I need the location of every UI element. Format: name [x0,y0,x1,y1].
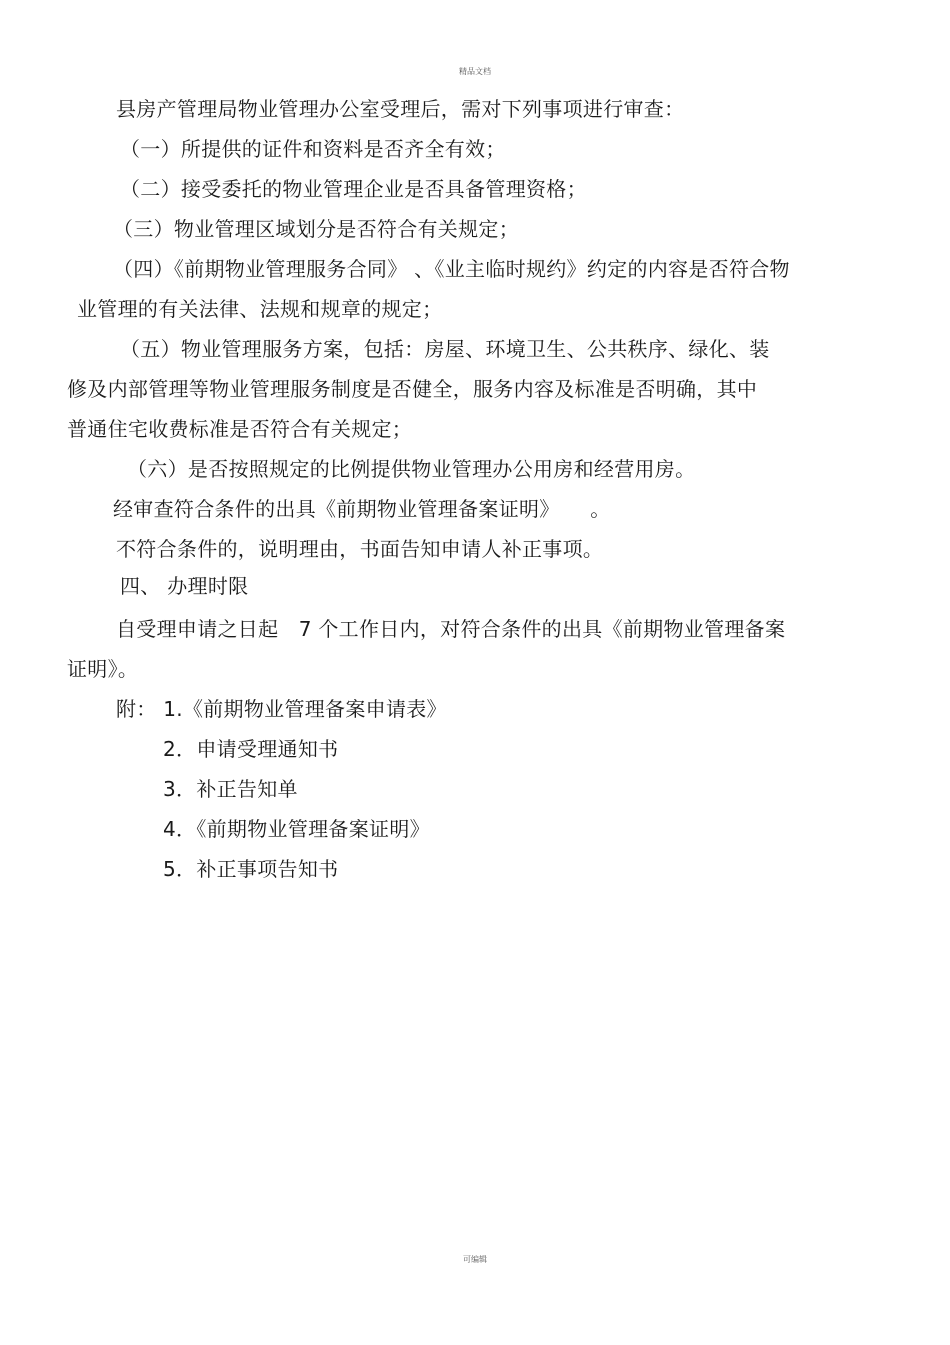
paragraph-line: 业管理的有关法律、法规和规章的规定； [77,297,443,321]
paragraph-line: （二）接受委托的物业管理企业是否具备管理资格； [120,177,587,201]
attachment-item: 5．补正事项告知书 [163,857,339,881]
paragraph-line: 普通住宅收费标准是否符合有关规定； [67,417,413,441]
paragraph-line: 证明》。 [67,657,139,681]
paragraph-line: （六）是否按照规定的比例提供物业管理办公用房和经营用房。 [127,457,696,481]
attachment-item: 2．申请受理通知书 [163,737,339,761]
paragraph-line: （三）物业管理区域划分是否符合有关规定； [113,217,519,241]
page-header: 精品文档 [459,67,491,76]
attachment-item: 3．补正告知单 [163,777,298,801]
page-footer: 可编辑 [463,1255,487,1264]
paragraph-line: （五）物业管理服务方案，包括：房屋、环境卫生、公共秩序、绿化、装 [120,337,770,361]
attachment-item: 附： 1.《前期物业管理备案申请表》 [116,697,447,721]
paragraph-line: （一）所提供的证件和资料是否齐全有效； [120,137,506,161]
attachment-item: 4．《前期物业管理备案证明》 [163,817,430,841]
paragraph-line: 不符合条件的，说明理由，书面告知申请人补正事项。 [116,537,604,561]
paragraph-line: 自受理申请之日起 7 个工作日内，对符合条件的出具《前期物业管理备案 [116,617,786,641]
paragraph-line: 经审查符合条件的出具《前期物业管理备案证明》 。 [113,497,611,521]
paragraph-line: 县房产管理局物业管理办公室受理后，需对下列事项进行审查： [116,97,685,121]
section-heading: 四、 办理时限 [120,574,249,598]
paragraph-line: 修及内部管理等物业管理服务制度是否健全，服务内容及标准是否明确，其中 [67,377,758,401]
paragraph-line: （四）《前期物业管理服务合同》 、《业主临时规约》约定的内容是否符合物 [113,257,790,281]
